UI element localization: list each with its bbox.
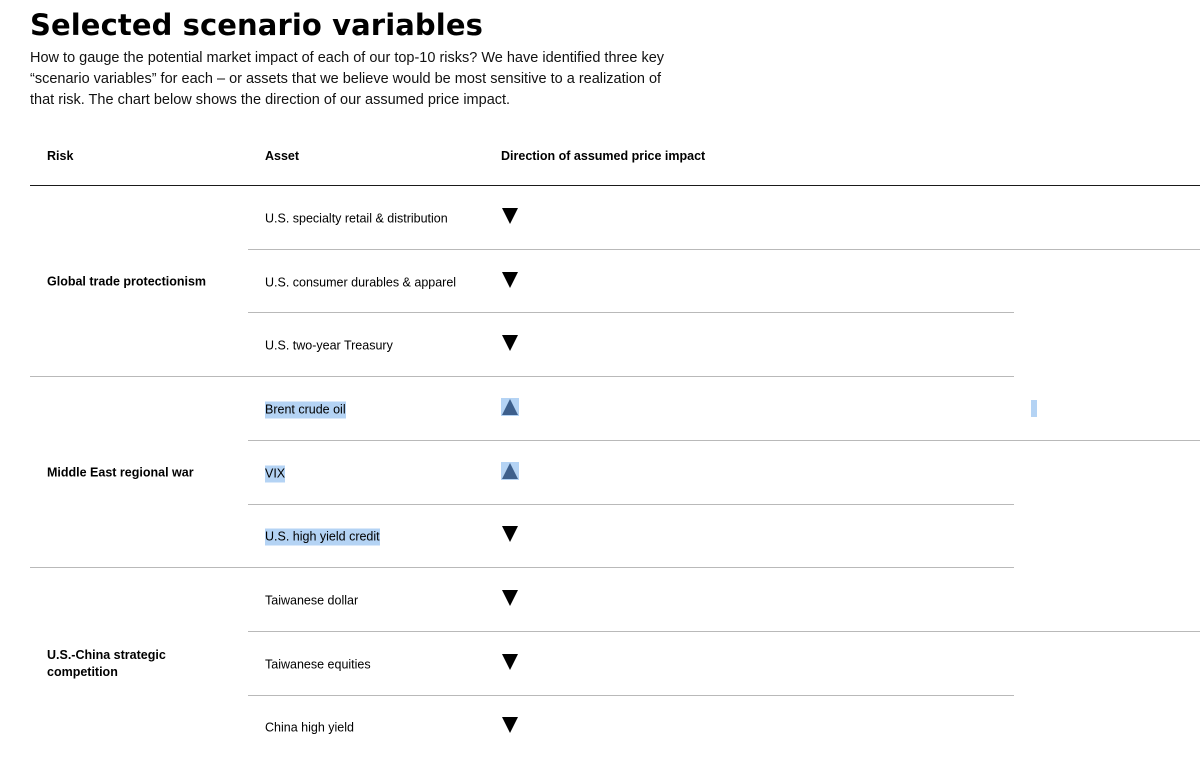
risk-label: Middle East regional war: [47, 465, 194, 480]
asset-label: U.S. specialty retail & distribution: [265, 211, 448, 226]
selection-highlight: [1031, 400, 1037, 417]
row-divider: [248, 504, 1014, 505]
asset-label: U.S. consumer durables & apparel: [265, 275, 457, 290]
arrow-down-icon: [501, 716, 519, 734]
header-direction: Direction of assumed price impact: [501, 149, 706, 163]
risk-label: U.S.-China strategic competition: [47, 647, 166, 679]
intro-paragraph: How to gauge the potential market impact of each of our top-10 risks? We have identified three key “scenario variables” for each – or assets that we believe would be most sensitive to a realization of that risk. The chart below shows the direction of our assumed price impact.: [30, 50, 665, 108]
asset-label: Taiwanese dollar: [265, 593, 359, 608]
row-divider: [248, 440, 1200, 441]
asset-label: Brent crude oil: [265, 402, 346, 417]
arrow-up-icon: [501, 462, 519, 480]
arrow-down-icon: [501, 207, 519, 225]
asset-label: U.S. two-year Treasury: [265, 338, 393, 353]
arrow-up-icon: [501, 398, 519, 416]
row-divider: [248, 249, 1200, 250]
risk-label: Global trade protectionism: [47, 274, 207, 289]
row-divider: [30, 376, 1014, 377]
header-asset: Asset: [265, 149, 300, 163]
arrow-down-icon: [501, 271, 519, 289]
arrow-down-icon: [501, 653, 519, 671]
row-divider: [248, 695, 1014, 696]
arrow-down-icon: [501, 334, 519, 352]
asset-label: China high yield: [265, 720, 354, 735]
header-risk: Risk: [47, 149, 74, 163]
row-divider: [248, 631, 1200, 632]
page-title: Selected scenario variables: [30, 8, 483, 42]
arrow-down-icon: [501, 525, 519, 543]
asset-label: Taiwanese equities: [265, 657, 371, 672]
asset-label: U.S. high yield credit: [265, 529, 380, 544]
arrow-down-icon: [501, 589, 519, 607]
asset-label: VIX: [265, 466, 286, 481]
header-divider: [30, 185, 1200, 186]
row-divider: [248, 312, 1014, 313]
row-divider: [30, 567, 1014, 568]
